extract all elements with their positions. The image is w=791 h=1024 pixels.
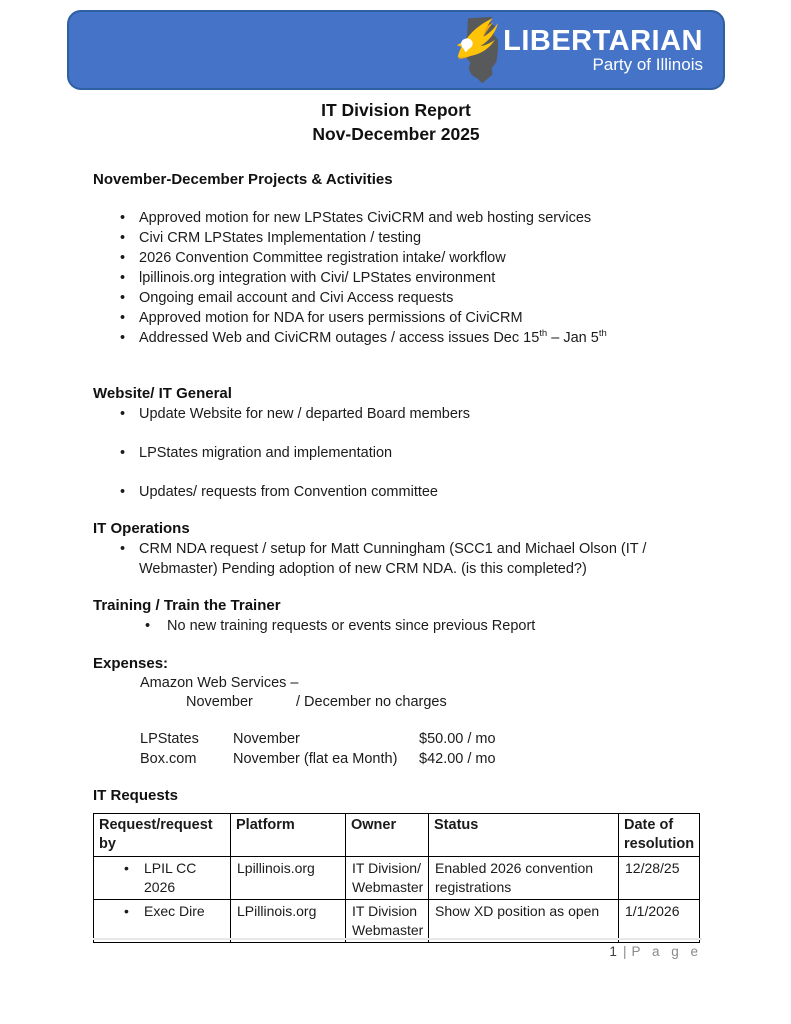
brand-text <box>503 24 703 74</box>
cell-date: 1/1/2026 <box>619 900 700 943</box>
training-list <box>93 616 699 636</box>
list-item: • No new training requests or events since previous Report <box>93 616 699 636</box>
column-header-request: Request/request by <box>94 814 231 857</box>
cell-platform: Lpillinois.org <box>231 857 346 900</box>
expense-amount: $50.00 / mo <box>419 731 496 747</box>
table-row <box>94 900 700 943</box>
list-item <box>93 328 699 348</box>
cell-date: 12/28/25 <box>619 857 700 900</box>
expense-amount: $42.00 / mo <box>419 750 496 767</box>
footer-page-label: P a g e <box>631 944 702 959</box>
report-title <box>93 98 699 146</box>
table-header-row <box>94 814 700 857</box>
expense-period: November <box>233 731 300 747</box>
list-item-text: Addressed Web and CiviCRM outages / access issues Dec 15 <box>139 330 540 346</box>
list-item: • CRM NDA request / setup for Matt Cunningham (SCC1 and Michael Olson (IT / Webmaster) Pending adoption of new CRM NDA. (is this completed?) <box>93 539 699 579</box>
expense-aws-note: / December no charges <box>296 694 447 710</box>
list-item: • 2026 Convention Committee registration intake/ workflow <box>93 248 699 268</box>
cell-owner: IT Division Webmaster <box>346 900 429 943</box>
table-row <box>94 857 700 900</box>
page-footer <box>93 938 702 959</box>
list-item: • LPStates migration and implementation <box>93 443 699 463</box>
report-title-line2: Nov-December 2025 <box>312 124 480 144</box>
website-list <box>93 404 699 502</box>
list-item: • lpillinois.org integration with Civi/ LPStates environment <box>93 268 699 288</box>
list-item: • Update Website for new / departed Board members <box>93 404 699 424</box>
party-banner <box>67 10 725 90</box>
list-item: • Civi CRM LPStates Implementation / testing <box>93 228 699 248</box>
heading-operations: IT Operations <box>93 520 190 537</box>
column-header-platform: Platform <box>231 814 346 857</box>
ordinal-suffix: th <box>539 328 548 340</box>
list-item: • Updates/ requests from Convention committee <box>93 482 699 502</box>
heading-it-requests: IT Requests <box>93 787 179 804</box>
expense-aws-detail <box>186 693 699 712</box>
cell-platform: LPillinois.org <box>231 900 346 943</box>
expense-vendor: LPStates <box>140 731 199 747</box>
ordinal-suffix: th <box>598 328 607 340</box>
list-item: • Ongoing email account and Civi Access requests <box>93 288 699 308</box>
expense-aws-label: Amazon Web Services – <box>140 675 299 691</box>
operations-list <box>93 539 699 579</box>
report-body <box>93 98 699 943</box>
column-header-status: Status <box>429 814 619 857</box>
cell-status: Show XD position as open <box>429 900 619 943</box>
footer-separator: | <box>622 944 627 959</box>
heading-expenses: Expenses: <box>93 655 169 672</box>
heading-projects: November-December Projects & Activities <box>93 171 393 188</box>
expense-row <box>140 750 699 770</box>
cell-request <box>94 857 231 900</box>
list-item: • Approved motion for NDA for users permissions of CiviCRM <box>93 308 699 328</box>
cell-status: Enabled 2026 convention registrations <box>429 857 619 900</box>
illinois-eagle-icon <box>455 16 503 84</box>
list-item-text: – Jan 5 <box>547 330 599 346</box>
cell-request-text: • LPIL CC 2026 <box>100 859 224 897</box>
expense-aws-month: November <box>186 694 253 710</box>
cell-request-text: • Exec Dire <box>100 902 224 921</box>
list-item: • Approved motion for new LPStates CiviCRM and web hosting services <box>93 208 699 228</box>
party-logo <box>455 16 503 84</box>
expense-row <box>140 730 699 750</box>
column-header-date: Date of resolution <box>619 814 700 857</box>
expense-vendor: Box.com <box>140 750 197 767</box>
projects-list <box>93 208 699 348</box>
heading-training: Training / Train the Trainer <box>93 597 281 614</box>
brand-name: LIBERTARIAN <box>503 24 703 57</box>
cell-owner: IT Division/ Webmaster <box>346 857 429 900</box>
page-number: 1 <box>609 944 617 959</box>
column-header-owner: Owner <box>346 814 429 857</box>
expense-period: November (flat ea Month) <box>233 750 398 767</box>
it-requests-table <box>93 813 700 943</box>
heading-website: Website/ IT General <box>93 385 232 402</box>
cell-request <box>94 900 231 943</box>
report-title-line1: IT Division Report <box>321 100 471 120</box>
brand-subtitle: Party of Illinois <box>592 54 703 74</box>
expense-rows <box>93 730 699 769</box>
